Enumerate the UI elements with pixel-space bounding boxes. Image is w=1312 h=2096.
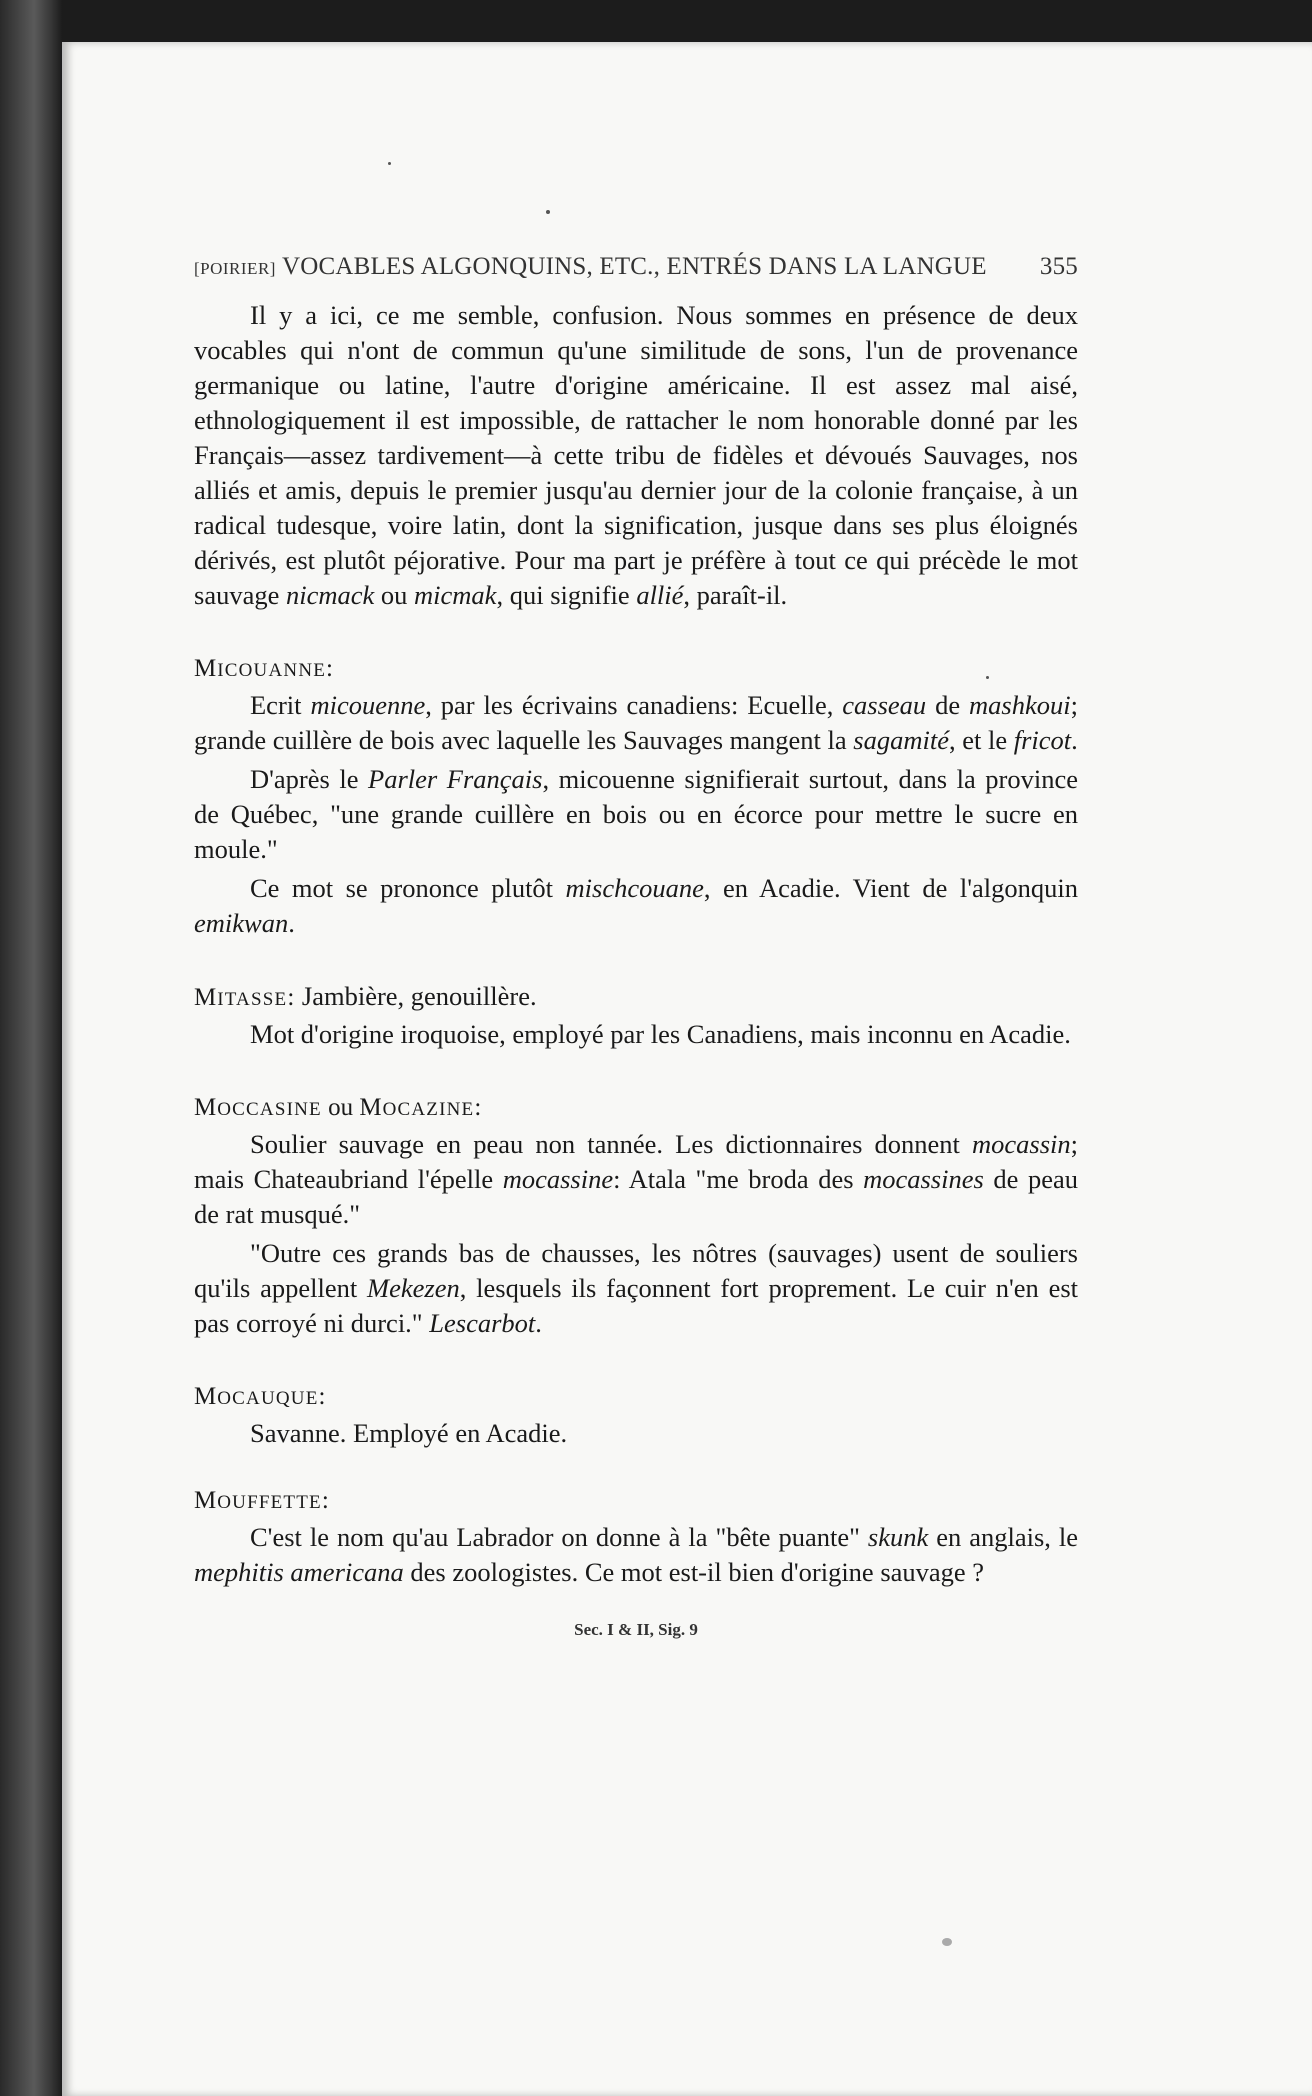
scan-speck (546, 210, 550, 214)
author-tag: [POIRIER] (194, 259, 276, 278)
headword-micouanne: MICOUANNE: (194, 655, 334, 682)
entry-paragraph: Ce mot se prononce plutôt mischcouane, en Acadie. Vient de l'algonquin emikwan. (194, 873, 1078, 938)
page-number: 355 (1039, 253, 1078, 280)
entry-paragraph: Mot d'origine iroquoise, employé par les Canadiens, mais inconnu en Acadie. (250, 1019, 1071, 1049)
headword-mouffette: MOUFFETTE: (194, 1487, 330, 1514)
header-title: VOCABLES ALGONQUINS, ETC., ENTRÉS DANS LA LANGUE (281, 253, 987, 280)
running-header (194, 250, 1078, 284)
headword-moccasine: MOCCASINE ou MOCAZINE: (194, 1094, 483, 1121)
text-column (194, 250, 1078, 1640)
book-spine (0, 0, 62, 2096)
headword-mocauque: MOCAUQUE: (194, 1383, 327, 1410)
entry-paragraph: "Outre ces grands bas de chausses, les nôtres (sauvages) usent de souliers qu'ils appellent Mekezen, lesquels ils façonnent fort proprement. Le cuir n'en est pas corroyé ni durci." Lescarbot. (194, 1238, 1079, 1338)
entry-paragraph: Ecrit micouenne, par les écrivains canadiens: Ecuelle, casseau de mashkoui; grande cuillère de bois avec laquelle les Sauvages mangent la sagamité, et le fricot. (194, 690, 1078, 755)
entry-paragraph: Savanne. Employé en Acadie. (250, 1418, 568, 1448)
entry-paragraph: D'après le Parler Français, micouenne signifierait surtout, dans la province de Québec, "une grande cuillère en bois ou en écorce pour mettre le sucre en moule." (194, 764, 1079, 864)
entry-paragraph: C'est le nom qu'au Labrador on donne à la "bête puante" skunk en anglais, le mephitis americana des zoologistes. Ce mot est-il bien d'origine sauvage ? (194, 1522, 1079, 1587)
scan-speck (388, 162, 391, 165)
entry-paragraph: Soulier sauvage en peau non tannée. Les dictionnaires donnent mocassin; mais Chateaubriand l'épelle mocassine: Atala "me broda des mocassines de peau de rat musqué." (194, 1129, 1078, 1229)
headword-mitasse: MITASSE: Jambière, genouillère. (194, 981, 537, 1011)
running-header-title (194, 250, 987, 284)
scan-speck (942, 1938, 952, 1946)
signature-mark: Sec. I & II, Sig. 9 (574, 1620, 698, 1639)
intro-paragraph: Il y a ici, ce me semble, confusion. Nous sommes en présence de deux vocables qui n'ont de commun qu'une similitude de sons, l'un de provenance germanique ou latine, l'autre d'origine américaine. Il est assez mal aisé, ethnologiquement il est impossible, de rattacher le nom honorable donné par les Français—assez tardivement—à cette tribu de fidèles et dévoués Sauvages, nos alliés et amis, depuis le premier jusqu'au dernier jour de la colonie française, à un radical tudesque, voire latin, dont la signification, jusque dans ses plus éloignés dérivés, est plutôt péjorative. Pour ma part je préfère à tout ce qui précède le mot sauvage nicmack ou micmak, qui signifie allié, paraît-il. (194, 300, 1078, 610)
